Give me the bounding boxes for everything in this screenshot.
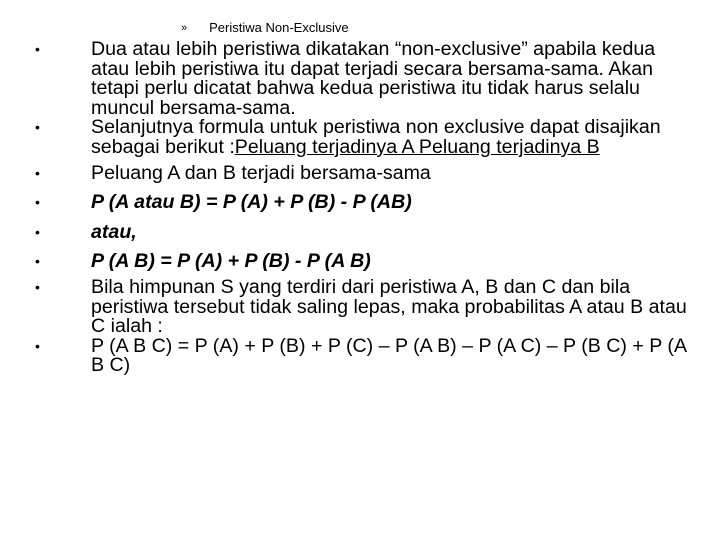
item-text: atau, [91,220,137,243]
item-text: Dua atau lebih peristiwa dikatakan “non-exclusive” apabila kedua atau lebih peristiwa itu dapat terjadi secara bersama-sama. Akan tetapi perlu dicatat bahwa kedua peristiwa itu tidak harus selalu muncul bersama-sama. [91,38,656,119]
bullet-list [0,40,720,376]
list-item [0,118,720,157]
bullet-icon: • [35,337,40,354]
formula-text: P (A B) = P (A) + P (B) - P (A B) [91,250,371,273]
heading-text: Peristiwa Non-Exclusive [209,20,349,35]
bullet-icon: • [35,194,40,211]
formula-text: P (A atau B) = P (A) + P (B) - P (AB) [91,191,412,214]
bullet-icon: • [35,253,40,270]
formula-text: P (A B C) = P (A) + P (B) + P (C) – P (A B) – P (A C) – P (B C) + P (A B C) [91,334,686,377]
item-underlined-text: Peluang terjadinya A Peluang terjadinya B [234,135,600,158]
bullet-icon: • [35,41,40,57]
bullet-icon: • [35,223,40,240]
list-item [0,220,720,243]
item-text: Bila himpunan S yang terdiri dari peristiwa A, B dan C dan bila peristiwa tersebut tidak saling lepas, maka probabilitas A atau B atau C ialah : [91,275,687,338]
list-item [0,334,720,377]
bullet-icon: • [35,278,40,295]
list-item [0,161,720,184]
list-item [0,252,720,272]
list-item [0,40,720,118]
item-text: Peluang A dan B terjadi bersama-sama [91,161,431,184]
list-item [0,275,720,338]
chevron-marker-icon: » [181,21,188,34]
slide-heading [181,20,349,35]
bullet-icon: • [35,164,40,181]
list-item [0,193,720,213]
item-text: Selanjutnya formula untuk peristiwa non exclusive dapat disajikan sebagai berikut : [91,116,661,158]
bullet-icon: • [35,119,40,136]
